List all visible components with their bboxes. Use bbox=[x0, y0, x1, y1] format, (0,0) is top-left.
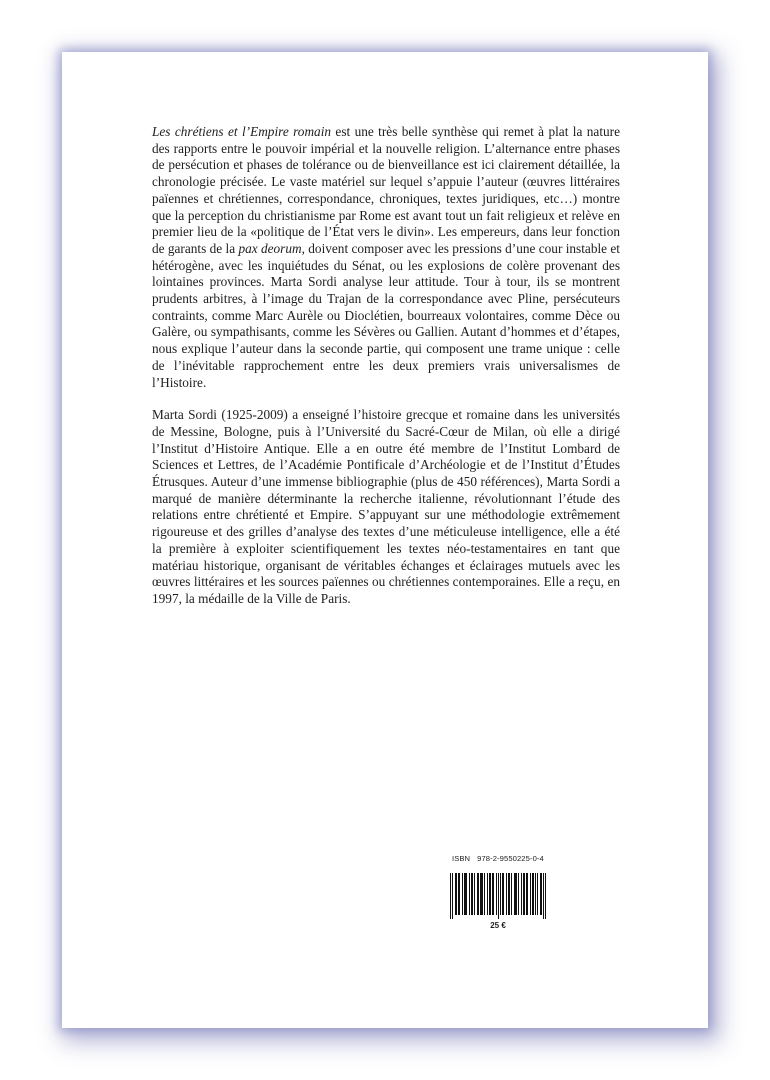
barcode-bar bbox=[459, 873, 460, 915]
barcode-bar bbox=[462, 873, 463, 915]
barcode-bar bbox=[487, 873, 488, 915]
barcode-image bbox=[450, 873, 546, 919]
barcode-bar bbox=[472, 873, 473, 915]
barcode-bar bbox=[511, 873, 512, 915]
book-title-italic: Les chrétiens et l’Empire romain bbox=[152, 124, 332, 139]
barcode-bar bbox=[533, 873, 534, 915]
barcode-bar bbox=[530, 873, 531, 915]
pax-deorum-italic: pax deorum bbox=[238, 240, 302, 256]
barcode-bar bbox=[526, 873, 527, 915]
barcode-bar bbox=[469, 873, 470, 915]
price-label: 25 € bbox=[490, 921, 506, 930]
summary-paragraph bbox=[152, 124, 620, 391]
summary-text-part-1: est une très belle synthèse qui remet à plat la nature des rapports entre le pouvoir impérial et la nouvelle religion. L’alternance entre phases de persécution et phases de tolérance ou de bienveillance est ici clairement détaillée, la chronologie précisée. Le vaste matériel sur lequel s’appuie l’auteur (œuvres littéraires païennes et chrétiennes, correspondance, chroniques, textes juridiques, etc…) montre que la perception du christianisme par Rome est avant tout un fait religieux et relève en premier lieu de la «politique de l’État vers le divin». Les empereurs, dans leur fonction de garants de la bbox=[152, 124, 620, 256]
author-biography-paragraph: Marta Sordi (1925-2009) a enseigné l’histoire grecque et romaine dans les universités de Messine, Bologne, puis à l’Université du Sacré-Cœur de Milan, où elle a dirigé l’Institut d’Histoire Antique. Elle a en outre été membre de l’Institut Lombard de Sciences et Lettres, de l’Académie Pontificale d’Archéologie et de l’Institut d’Études Étrusques. Auteur d’une immense bibliographie (plus de 450 références), Marta Sordi a marqué de manière déterminante la recherche italienne, révolutionnant l’étude des relations entre chrétienté et Empire. S’appuyant sur une méthodologie extrêmement rigoureuse et des grilles d’analyse des textes d’une méticuleuse intelligence, elle a été la première à exploiter scientifiquement les textes néo-testamentaires en tant que matériau historique, organisant de véritables échanges et éclairages mutuels avec les œuvres littéraires et les sources païennes ou chrétiennes contemporaines. Elle a reçu, en 1997, la médaille de la Ville de Paris. bbox=[152, 407, 620, 606]
barcode-bar bbox=[502, 873, 503, 915]
barcode-bar bbox=[521, 873, 522, 915]
barcode-bar bbox=[535, 873, 536, 915]
barcode-bar bbox=[506, 873, 507, 915]
barcode-bar bbox=[524, 873, 525, 915]
barcode-bar bbox=[450, 873, 451, 919]
barcode-bar bbox=[543, 873, 544, 919]
barcode-bar bbox=[481, 873, 482, 915]
barcode-bar bbox=[537, 873, 538, 915]
barcode-bar bbox=[465, 873, 466, 915]
barcode-bar bbox=[508, 873, 509, 915]
barcode-bar bbox=[500, 873, 501, 915]
barcode-bar bbox=[527, 873, 528, 915]
barcode-bar bbox=[492, 873, 493, 915]
barcode-bar bbox=[498, 873, 499, 919]
barcode-bar bbox=[458, 873, 459, 915]
barcode-bar bbox=[477, 873, 478, 915]
book-back-cover bbox=[62, 52, 708, 1028]
barcode-bar bbox=[480, 873, 481, 915]
barcode-bar bbox=[509, 873, 510, 915]
barcode-bar bbox=[484, 873, 485, 915]
barcode-bar bbox=[518, 873, 519, 915]
barcode-bar bbox=[478, 873, 479, 915]
barcode-bar bbox=[523, 873, 524, 915]
barcode-bar bbox=[514, 873, 515, 915]
barcode-bar bbox=[541, 873, 542, 915]
barcode-bar bbox=[455, 873, 456, 915]
barcode-bar bbox=[540, 873, 541, 915]
barcode-bar bbox=[503, 873, 504, 915]
barcode-bar bbox=[545, 873, 546, 919]
summary-text-part-2: , doivent composer avec les pressions d’une cour instable et hétérogène, avec les inquiétudes du Sénat, ou les explosions de colère provenant des lointaines provinces. Marta Sordi analyse leur attitude. Tour à tour, ils se montrent prudents arbitres, à l’image du Trajan de la correspondance avec Pline, persécuteurs contraints, comme Marc Aurèle ou Dioclétien, bourreaux volontaires, comme Dèce ou Galère, ou sympathisants, comme les Sévères ou Gallien. Autant d’hommes et d’étapes, nous explique l’auteur dans la seconde partie, qui composent une trame unique : celle de l’inévitable rapprochement entre les deux premiers vrais universalismes de l’Histoire. bbox=[152, 240, 620, 390]
barcode-bar bbox=[516, 873, 517, 915]
isbn-label: ISBN bbox=[452, 854, 471, 863]
barcode-bar bbox=[496, 873, 497, 915]
barcode-bar bbox=[490, 873, 491, 915]
barcode-bar bbox=[456, 873, 457, 915]
cover-text bbox=[152, 124, 620, 608]
isbn-barcode-block bbox=[450, 854, 550, 930]
barcode-bar bbox=[452, 873, 453, 919]
barcode-bar bbox=[464, 873, 465, 915]
barcode-bar bbox=[474, 873, 475, 915]
barcode-bar bbox=[493, 873, 494, 915]
isbn-line bbox=[452, 854, 550, 864]
isbn-number: 978-2-9550225-0-4 bbox=[477, 854, 544, 863]
barcode-bar bbox=[466, 873, 467, 915]
barcode-bar bbox=[532, 873, 533, 915]
barcode-bar bbox=[471, 873, 472, 915]
barcode-bar bbox=[489, 873, 490, 915]
barcode-bar bbox=[515, 873, 516, 915]
barcode-bar bbox=[482, 873, 483, 915]
